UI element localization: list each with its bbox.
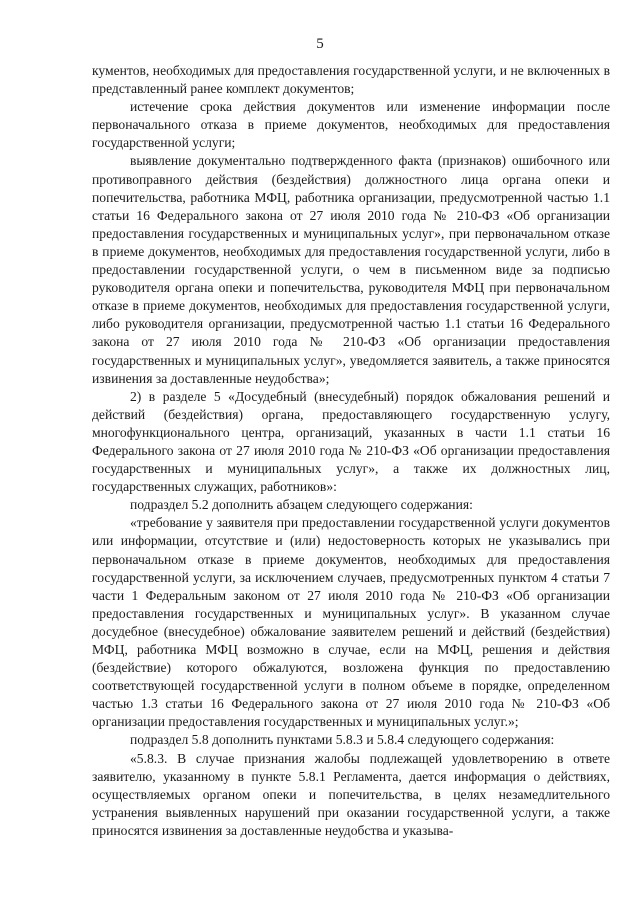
- page-number: 5: [316, 36, 324, 52]
- paragraph-subsection-5-2: подраздел 5.2 дополнить абзацем следующего содержания:: [130, 497, 473, 513]
- paragraph-section-5: 2) в разделе 5 «Досудебный (внесудебный) порядок обжалования решений и действий (бездействия) органа, предоставляющего государственную услугу, многофункционального центра, организаций, указанных в части 1.1 статьи 16 Федерального закона от 27 июля 2010 года № 210-ФЗ «Об организации предоставления государственных и муниципальных услуг», а также их должностных лиц, государственных служащих, работников»:: [92, 388, 610, 495]
- paragraph-expiry: истечение срока действия документов или изменение информации после первоначального отказа в приеме документов, необходимых для предоставления государственной услуги;: [92, 99, 610, 151]
- paragraph-subsection-5-8: подраздел 5.8 дополнить пунктами 5.8.3 и 5.8.4 следующего содержания:: [130, 732, 555, 748]
- paragraph-continuation: кументов, необходимых для предоставления государственной услуги, и не включенных в представленный ранее комплект документов;: [92, 63, 610, 97]
- paragraph-clause-5-8-3: «5.8.3. В случае признания жалобы подлежащей удовлетворению в ответе заявителю, указанному в пункте 5.8.1 Регламента, дается информация о действиях, осуществляемых органом опеки и попечительства, в целях незамедлительного устранения выявленных нарушений при оказании государственной услуги, а также приносятся извинения за доставленные неудобства и указыва-: [92, 750, 610, 838]
- document-body: [92, 62, 610, 840]
- paragraph-requirement-clause: «требование у заявителя при предоставлении государственной услуги документов или информации, отсутствие и (или) недостоверность которых не указывались при первоначальном отказе в приеме документов, необходимых для предоставления государственной услуги, за исключением случаев, предусмотренных пунктом 4 статьи 7 части 1 Федеральным законом от 27 июля 2010 года № 210-ФЗ «Об организации предоставления государственных и муниципальных услуг». В указанном случае досудебное (внесудебное) обжалование заявителем решений и действий (бездействия) МФЦ, работника МФЦ возможно в случае, если на МФЦ, решения и действия (бездействие) которого обжалуются, возложена функция по предоставлению соответствующей государственной услуги в полном объеме в порядке, определенном частью 1.3 статьи 16 Федерального закона от 27 июля 2010 года № 210-ФЗ «Об организации предоставления государственных и муниципальных услуг.»;: [92, 515, 610, 730]
- paragraph-violation-detection: выявление документально подтвержденного факта (признаков) ошибочного или противоправного действия (бездействия) должностного лица органа опеки и попечительства, работника МФЦ, работника организации, предусмотренной частью 1.1 статьи 16 Федерального закона от 27 июля 2010 года № 210-ФЗ «Об организации предоставления государственных и муниципальных услуг», при первоначальном отказе в приеме документов, необходимых для предоставления государственной услуги, либо в предоставлении государственной услуги, о чем в письменном виде за подписью руководителя органа опеки и попечительства, руководителя МФЦ при первоначальном отказе в приеме документов, необходимых для предоставления государственной услуги, либо руководителя организации, предусмотренной частью 1.1 статьи 16 Федерального закона от 27 июля 2010 года № 210-ФЗ «Об организации предоставления государственных и муниципальных услуг», уведомляется заявитель, а также приносятся извинения за доставленные неудобства»;: [92, 153, 610, 386]
